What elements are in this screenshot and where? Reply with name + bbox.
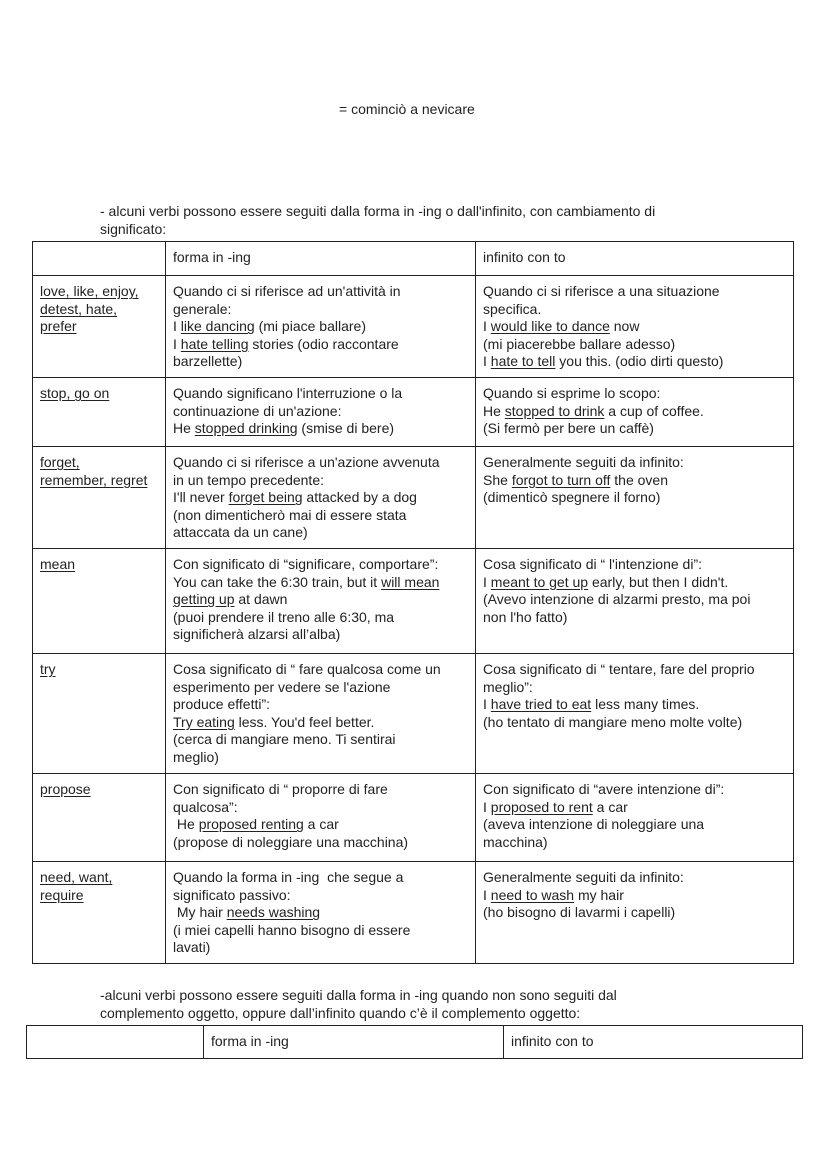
cell-line [173,556,468,574]
underlined-example: proposed to rent [490,798,593,815]
cell-line [173,887,468,905]
header-cell-empty [33,242,166,276]
top-line: = cominciò a nevicare [339,101,475,117]
cell-line [40,781,158,799]
text-segment: I [483,573,491,590]
text-segment: Quando ci si riferisce a un'azione avvenuta [173,454,440,470]
header-cell-empty [27,1026,204,1059]
cell-line [173,626,468,644]
text-segment: a car [592,798,628,815]
cell-line [483,816,786,834]
underlined-example: mean [40,556,76,572]
cell-line [173,472,468,490]
text-segment: Con significato di “significare, comportare”: [173,556,439,572]
text-segment: She [483,471,512,488]
underlined-example: getting up [173,591,235,608]
ing-cell [166,862,476,964]
cell-line [173,301,468,319]
text-segment: lavati) [173,939,211,956]
cell-line [173,696,468,714]
cell-line [483,283,786,301]
text-segment: My hair [173,904,227,921]
verb-cell [33,447,166,549]
underlined-example: have tried to eat [490,696,592,713]
text-segment: qualcosa”: [173,798,238,815]
verb-cell [33,549,166,654]
underlined-example: forget, [40,454,80,470]
cell-line [40,556,158,574]
infinitive-cell [476,654,794,774]
text-segment: (i miei capelli hanno bisogno di essere [173,921,411,938]
text-segment: Generalmente seguiti da infinito: [483,869,684,885]
cell-line [173,574,468,592]
text-segment: I [483,886,491,903]
text-segment: Con significato di “avere intenzione di”: [483,781,725,797]
cell-line [483,714,786,732]
text-segment: I [173,318,181,335]
cell-line [173,283,468,301]
underlined-example: detest, hate, [40,300,118,317]
underlined-example: hate telling [180,335,249,352]
cell-line [173,353,468,371]
text-segment: (ho bisogno di lavarmi i capelli) [483,904,676,921]
table-row [33,654,794,774]
text-segment: produce effetti”: [173,696,271,713]
underlined-example: like dancing [180,318,255,335]
text-segment: you this. (odio dirti questo) [555,353,724,370]
underlined-example: meant to get up [490,573,589,590]
intro-line: significato: [100,220,167,237]
underlined-example: need, want, [40,869,113,885]
table-row [33,774,794,862]
underlined-example: stopped drinking [194,420,298,437]
text-segment: (Avevo intenzione di alzarmi presto, ma poi [483,591,751,608]
text-segment: (dimenticò spegnere il forno) [483,489,661,506]
verb-cell [33,774,166,862]
text-segment: Cosa significato di “ fare qualcosa come un [173,661,441,677]
infinitive-cell [476,549,794,654]
cell-line [483,420,786,438]
ing-cell [166,654,476,774]
verbs-table-2 [26,1025,803,1059]
verb-cell [33,378,166,447]
text-segment: less. You'd feel better. [234,713,375,730]
verb-cell [33,862,166,964]
cell-line [173,939,468,957]
cell-line [173,679,468,697]
intro-line: -alcuni verbi possono essere seguiti dalla forma in -ing quando non sono seguiti dal [100,987,617,1003]
ing-cell [166,447,476,549]
text-segment: a car [303,816,339,833]
header-row [27,1026,803,1059]
cell-line [40,385,158,403]
text-segment: (smise di bere) [297,420,395,437]
text-segment: significherà alzarsi all’alba) [173,626,341,643]
text-segment: Con significato di “ proporre di fare [173,781,388,797]
cell-line [40,318,158,336]
cell-line [173,318,468,336]
cell-line [173,336,468,354]
cell-line [483,556,786,574]
table-row [33,447,794,549]
cell-line [483,591,786,609]
text-segment: I [483,798,491,815]
text-segment: (mi piacerebbe ballare adesso) [483,335,676,352]
infinitive-cell [476,276,794,378]
cell-line [173,922,468,940]
table-row [33,276,794,378]
text-segment: Generalmente seguiti da infinito: [483,454,684,470]
ing-cell [166,276,476,378]
text-segment: He [483,402,505,419]
cell-line [173,524,468,542]
cell-line [40,661,158,679]
cell-line [483,609,786,627]
text-segment: the oven [610,471,669,488]
text-segment: generale: [173,300,232,317]
underlined-example: love, like, enjoy, [40,283,139,299]
cell-line [483,574,786,592]
text-segment: esperimento per vedere se l'azione [173,678,391,695]
underlined-example: forgot to turn off [511,471,611,488]
cell-line [173,714,468,732]
cell-line [483,904,786,922]
text-segment: meglio”: [483,678,533,695]
cell-line [483,336,786,354]
cell-line [173,591,468,609]
table-row [33,378,794,447]
intro-paragraph-1 [100,203,655,238]
intro-line: complemento oggetto, oppure dall’infinito quando c’è il complemento oggetto: [100,1004,581,1021]
cell-line [173,731,468,749]
cell-line [173,799,468,817]
text-segment: You can take the 6:30 train, but it [173,573,382,590]
text-segment: (puoi prendere il treno alle 6:30, ma [173,608,395,625]
ing-cell [166,774,476,862]
cell-line [173,489,468,507]
text-segment: attaccata da un cane) [173,524,308,541]
cell-line [173,816,468,834]
cell-line [173,385,468,403]
header-row [33,242,794,276]
text-segment: I [483,696,491,713]
verb-cell [33,654,166,774]
text-segment: Quando significano l'interruzione o la [173,385,403,401]
ing-cell [166,549,476,654]
underlined-example: would like to dance [490,318,610,335]
text-segment: less many times. [591,696,700,713]
cell-line [173,749,468,767]
intro-line: - alcuni verbi possono essere seguiti dalla forma in -ing o dall'infinito, con cambiamento di [100,203,656,219]
table-row [33,862,794,964]
text-segment: Quando ci si riferisce a una situazione [483,283,720,299]
infinitive-cell [476,774,794,862]
cell-line [40,869,158,887]
text-segment: I [483,318,491,335]
cell-line [40,283,158,301]
underlined-example: needs washing [226,904,321,921]
cell-line [483,679,786,697]
cell-line [173,869,468,887]
underlined-example: stopped to drink [504,402,605,419]
cell-line [173,420,468,438]
underlined-example: propose [40,781,91,797]
infinitive-cell [476,378,794,447]
cell-line [483,696,786,714]
text-segment: my hair [574,886,624,903]
text-segment: specifica. [483,300,542,317]
underlined-example: try [40,661,56,677]
ing-cell [166,378,476,447]
text-segment: non l'ho fatto) [483,608,568,625]
text-segment: Cosa significato di “ tentare, fare del proprio [483,661,755,677]
cell-line [483,454,786,472]
cell-line [483,301,786,319]
text-segment: (ho tentato di mangiare meno molte volte) [483,713,743,730]
text-segment: (mi piace ballare) [254,318,366,335]
infinitive-cell [476,862,794,964]
text-segment: Cosa significato di “ l'intenzione di”: [483,556,703,572]
header-cell-ing: forma in -ing [204,1026,504,1059]
table-row [33,549,794,654]
underlined-example: will mean [381,573,440,590]
underlined-example: proposed renting [198,816,304,833]
cell-line [483,799,786,817]
cell-line [40,887,158,905]
header-cell-infinitive: infinito con to [504,1026,803,1059]
cell-line [173,609,468,627]
cell-line [483,661,786,679]
text-segment: Quando la forma in -ing che segue a [173,869,404,885]
text-segment: continuazione di un'azione: [173,402,342,419]
text-segment: early, but then I didn't. [588,573,729,590]
cell-line [483,489,786,507]
underlined-example: forget being [228,489,303,506]
cell-line [173,781,468,799]
text-segment: (non dimenticherò mai di essere stata [173,506,407,523]
underlined-example: prefer [40,318,77,335]
cell-line [173,507,468,525]
cell-line [173,661,468,679]
verb-cell [33,276,166,378]
text-segment: stories (odio raccontare [248,335,399,352]
text-segment: a cup of coffee. [604,402,704,419]
cell-line [483,385,786,403]
text-segment: in un tempo precedente: [173,471,324,488]
text-segment: meglio) [173,748,219,765]
cell-line [483,318,786,336]
text-segment: Quando si esprime lo scopo: [483,385,661,401]
header-cell-ing: forma in -ing [166,242,476,276]
cell-line [173,454,468,472]
infinitive-cell [476,447,794,549]
text-segment: significato passivo: [173,886,291,903]
cell-line [40,472,158,490]
cell-line [173,834,468,852]
cell-line [483,869,786,887]
text-segment: (propose di noleggiare una macchina) [173,833,409,850]
cell-line [483,781,786,799]
cell-line [483,472,786,490]
underlined-example: remember, regret [40,471,148,488]
text-segment: I [483,353,491,370]
text-segment: at dawn [234,591,288,608]
underlined-example: stop, go on [40,385,110,401]
text-segment: I'll never [173,489,229,506]
text-segment: (aveva intenzione di noleggiare una [483,816,705,833]
text-segment: macchina) [483,833,548,850]
verbs-table [32,241,794,964]
intro-paragraph-2 [100,987,617,1022]
text-segment: now [609,318,640,335]
cell-line [173,403,468,421]
text-segment: I [173,335,181,352]
cell-line [483,403,786,421]
cell-line [483,834,786,852]
text-segment: attacked by a dog [302,489,417,506]
header-cell-infinitive: infinito con to [476,242,794,276]
underlined-example: hate to tell [490,353,556,370]
text-segment: (Si fermò per bere un caffè) [483,420,654,437]
text-segment: (cerca di mangiare meno. Ti sentirai [173,731,396,748]
cell-line [173,904,468,922]
underlined-example: need to wash [490,886,575,903]
text-segment: barzellette) [173,353,243,370]
cell-line [483,887,786,905]
underlined-example: require [40,886,84,903]
text-segment: He [173,420,195,437]
text-segment: He [173,816,199,833]
cell-line [483,353,786,371]
cell-line [40,454,158,472]
text-segment: Quando ci si riferisce ad un'attività in [173,283,401,299]
underlined-example: Try eating [173,713,235,730]
cell-line [40,301,158,319]
